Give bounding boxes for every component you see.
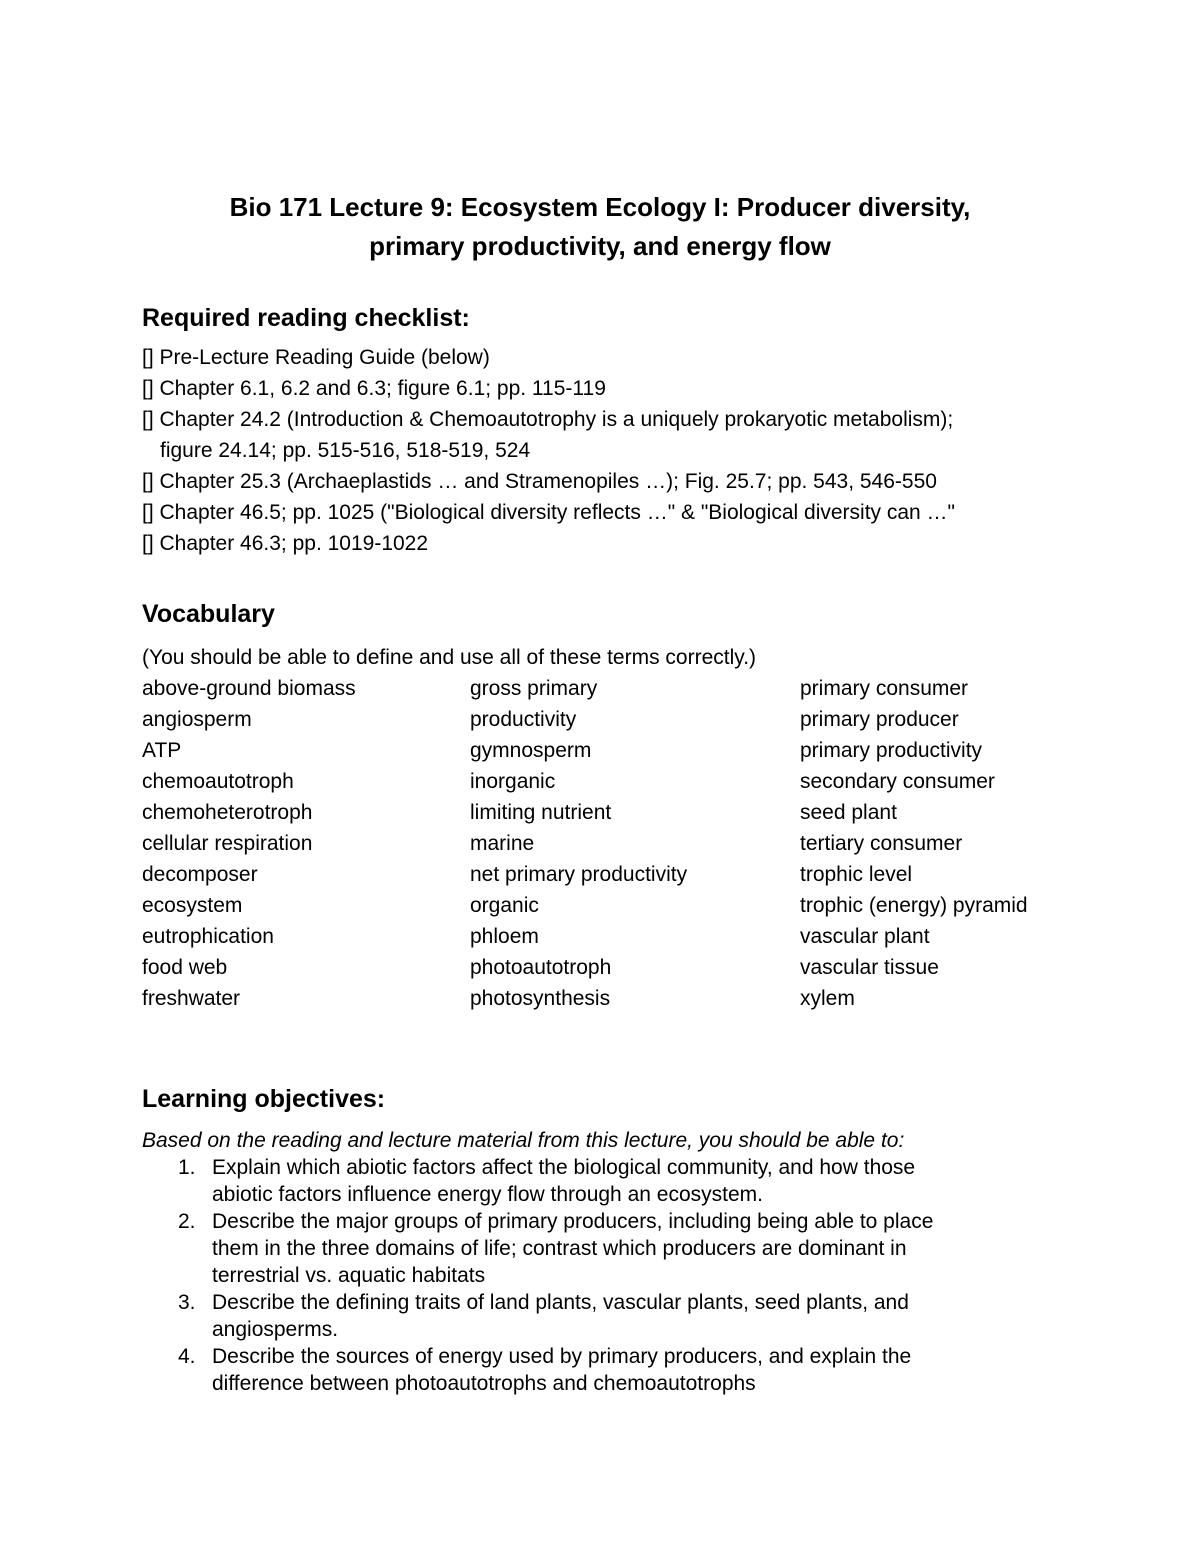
vocab-term: photosynthesis: [470, 987, 611, 1010]
vocab-term: above-ground biomass: [142, 677, 356, 700]
vocab-term: gymnosperm: [470, 739, 592, 762]
objective-line: Explain which abiotic factors affect the biological community, and how those: [212, 1156, 916, 1179]
vocab-term: food web: [142, 956, 228, 979]
checklist-item: [] Chapter 46.3; pp. 1019-1022: [142, 532, 429, 555]
objective-line: Describe the major groups of primary producers, including being able to place: [212, 1210, 934, 1233]
vocab-term: decomposer: [142, 863, 258, 886]
objective-line: abiotic factors influence energy flow through an ecosystem.: [212, 1183, 763, 1206]
vocabulary-heading: Vocabulary: [142, 600, 275, 628]
vocab-term: cellular respiration: [142, 832, 313, 855]
objective-line: difference between photoautotrophs and chemoautotrophs: [212, 1372, 756, 1395]
objective-line: terrestrial vs. aquatic habitats: [212, 1264, 486, 1287]
checklist-item: [] Pre-Lecture Reading Guide (below): [142, 346, 490, 369]
vocab-term: ecosystem: [142, 894, 243, 917]
vocab-term: net primary productivity: [470, 863, 688, 886]
checklist-item: [] Chapter 25.3 (Archaeplastids … and Stramenopiles …); Fig. 25.7; pp. 543, 546-550: [142, 470, 937, 493]
objective-number: 2.: [178, 1210, 196, 1233]
vocab-term: vascular plant: [800, 925, 930, 948]
checklist-item: [] Chapter 6.1, 6.2 and 6.3; figure 6.1; pp. 115-119: [142, 377, 606, 400]
objective-line: angiosperms.: [212, 1318, 339, 1341]
objective-item: [142, 1154, 1042, 1208]
vocab-term: trophic (energy) pyramid: [800, 894, 1028, 917]
vocab-term: freshwater: [142, 987, 241, 1010]
reading-checklist: [142, 342, 1102, 559]
objective-item: [142, 1289, 1042, 1343]
vocab-term: marine: [470, 832, 535, 855]
learning-objectives-list: [142, 1154, 1042, 1397]
vocab-term: chemoautotroph: [142, 770, 294, 793]
checklist-item-continuation: figure 24.14; pp. 515-516, 518-519, 524: [160, 439, 531, 462]
vocab-term: photoautotroph: [470, 956, 612, 979]
vocab-term: chemoheterotroph: [142, 801, 313, 824]
objective-item: [142, 1208, 1042, 1289]
learning-objectives-intro: Based on the reading and lecture material from this lecture, you should be able to:: [142, 1129, 905, 1152]
objective-line: Describe the sources of energy used by primary producers, and explain the: [212, 1345, 912, 1368]
vocabulary-column-2: [470, 673, 687, 1014]
vocabulary-column-1: [142, 673, 356, 1014]
vocab-term: gross primary: [470, 677, 598, 700]
vocab-term: phloem: [470, 925, 539, 948]
vocab-term: tertiary consumer: [800, 832, 963, 855]
vocabulary-column-3: [800, 673, 1028, 1014]
vocab-term: vascular tissue: [800, 956, 939, 979]
objective-line: them in the three domains of life; contrast which producers are dominant in: [212, 1237, 907, 1260]
vocab-term: angiosperm: [142, 708, 252, 731]
objective-number: 1.: [178, 1156, 196, 1179]
objective-number: 3.: [178, 1291, 196, 1314]
vocab-term: primary productivity: [800, 739, 983, 762]
reading-checklist-heading: Required reading checklist:: [142, 304, 470, 332]
checklist-item: [] Chapter 24.2 (Introduction & Chemoautotrophy is a uniquely prokaryotic metabolism);: [142, 408, 954, 431]
vocab-term: xylem: [800, 987, 855, 1010]
objective-line: Describe the defining traits of land plants, vascular plants, seed plants, and: [212, 1291, 909, 1314]
vocab-term: ATP: [142, 739, 182, 762]
vocab-term: seed plant: [800, 801, 897, 824]
objective-number: 4.: [178, 1345, 196, 1368]
title-line-1: Bio 171 Lecture 9: Ecosystem Ecology I: Producer diversity,: [229, 192, 971, 222]
vocab-term: trophic level: [800, 863, 913, 886]
page-title: [100, 188, 1100, 266]
vocabulary-note: (You should be able to define and use all of these terms correctly.): [142, 646, 757, 669]
vocab-term: inorganic: [470, 770, 556, 793]
learning-objectives-heading: Learning objectives:: [142, 1085, 386, 1113]
objective-item: [142, 1343, 1042, 1397]
vocab-term: organic: [470, 894, 539, 917]
vocab-term: productivity: [470, 708, 577, 731]
vocab-term: limiting nutrient: [470, 801, 612, 824]
vocab-term: primary consumer: [800, 677, 969, 700]
vocab-term: secondary consumer: [800, 770, 995, 793]
vocab-term: eutrophication: [142, 925, 274, 948]
title-line-2: primary productivity, and energy flow: [369, 231, 831, 261]
checklist-item: [] Chapter 46.5; pp. 1025 ("Biological diversity reflects …" & "Biological diversity can …": [142, 501, 956, 524]
vocab-term: primary producer: [800, 708, 959, 731]
